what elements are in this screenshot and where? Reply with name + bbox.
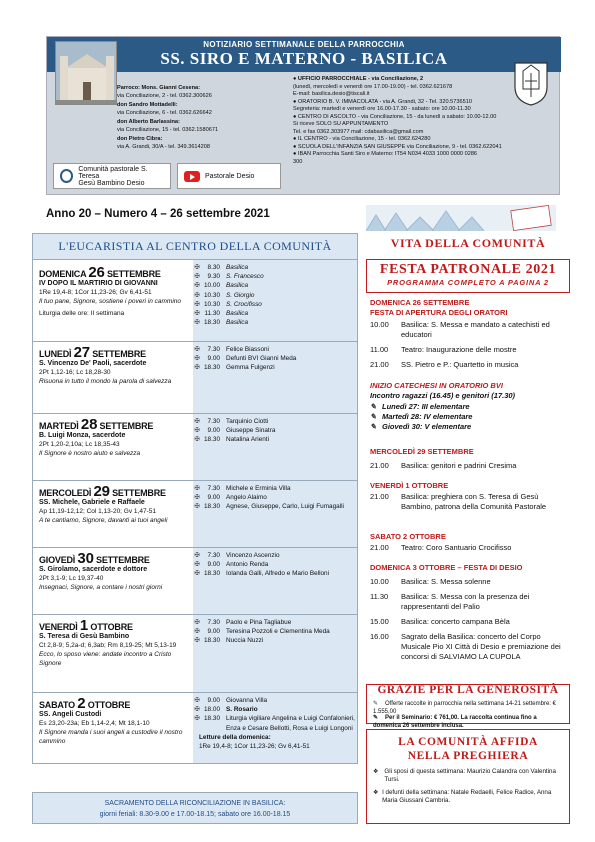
- mass-item: [193, 560, 357, 569]
- cross-icon: ✠: [194, 418, 200, 425]
- event-block: [370, 577, 570, 662]
- basilica-photo: [55, 41, 117, 105]
- event-time: 21.00: [370, 543, 389, 552]
- mass-item: [193, 426, 357, 435]
- mass-time: 9.00: [207, 494, 220, 502]
- cross-icon: ✠: [194, 561, 200, 569]
- mass-note: Letture della domenica:: [199, 733, 271, 741]
- cross-icon: ✠: [194, 570, 200, 578]
- event-heading: INIZIO CATECHESI IN ORATORIO BVI: [370, 381, 503, 390]
- cross-icon: ✠: [194, 436, 200, 444]
- day-of-week: MERCOLEDÌ: [39, 488, 92, 498]
- mass-time: 18.30: [204, 319, 220, 327]
- mass-item: [193, 636, 357, 645]
- saint-name: S. Teresa di Gesù Bambino: [39, 633, 130, 640]
- mass-intention: Angelo Alaimo: [226, 494, 267, 502]
- clergy-info: via Conciliazione, 2 - tel. 0362.300626: [117, 92, 212, 99]
- cross-icon: ✠: [194, 503, 200, 511]
- saint-name: S. Vincenzo De' Paoli, sacerdote: [39, 360, 147, 367]
- cross-icon: ✠: [194, 715, 200, 723]
- mass-item: [193, 354, 357, 363]
- day-month: OTTOBRE: [87, 700, 131, 710]
- readings-line: Ap 11,19-12,12; Col 1,13-20; Gv 1,47-51: [39, 508, 156, 515]
- event-row: [370, 461, 570, 471]
- mass-item: [193, 363, 357, 372]
- mass-time: 7.30: [207, 552, 220, 559]
- event-time: 10.00: [370, 577, 389, 586]
- event-row: [370, 617, 570, 627]
- clergy-name: don Pietro Cibra:: [117, 136, 163, 142]
- confession-hours: giorni feriali: 8.30-9.00 e 17.00-18.15; sabato ore 16.00-18.15: [99, 811, 291, 818]
- mass-time: 18.30: [204, 637, 220, 645]
- mass-intention: Tarquinio Ciotti: [226, 418, 269, 425]
- mass-item: [193, 696, 357, 705]
- mass-time: 18.00: [204, 706, 220, 714]
- check-icon: ✎: [373, 701, 379, 707]
- masthead-title: SS. SIRO E MATERNO - BASILICA: [160, 49, 448, 68]
- day-month: SETTEMBRE: [99, 421, 154, 431]
- saint-name: IV DOPO IL MARTIRIO DI GIOVANNI: [39, 280, 158, 287]
- cross-icon: ✠: [194, 273, 200, 281]
- day-month: SETTEMBRE: [92, 349, 146, 359]
- affida-row: [367, 789, 569, 805]
- day-row: [33, 615, 357, 693]
- event-time: 21.00: [370, 492, 389, 501]
- saint-name: SS. Michele, Gabriele e Raffaele: [39, 499, 145, 506]
- mass-intention: Basilica: [226, 310, 249, 318]
- check-icon: ✎: [370, 402, 377, 411]
- day-row: [33, 481, 357, 548]
- event-heading: SABATO 2 OTTOBRE: [370, 532, 446, 541]
- day-number: 26: [88, 264, 105, 281]
- day-month: SETTEMBRE: [112, 488, 166, 498]
- readings-line: Liturgia delle ore: II settimana: [39, 310, 125, 317]
- catechesis-item: [370, 412, 570, 422]
- readings-line: 2Pt 3,1-9; Lc 19,37-40: [39, 575, 104, 582]
- event-block: [370, 320, 570, 370]
- event-heading: DOMENICA 3 OTTOBRE – FESTA DI DESIO: [370, 563, 523, 572]
- psalm-line: Il tuo pane, Signore, sostiene i poveri in cammino: [39, 298, 181, 305]
- affida-text: Gli sposi di questa settimana: Maurizio Calandra con Valentina Tursi.: [384, 768, 556, 783]
- event-text: Teatro: Coro Santuario Crocifisso: [401, 543, 512, 552]
- event-time: 15.00: [370, 617, 389, 626]
- mass-time: 9.00: [207, 697, 220, 704]
- readings-line: 1Re 19,4-8; 1Cor 11,23-26; Gv 6,41-51: [39, 289, 152, 296]
- mass-time: 9.00: [207, 427, 220, 435]
- day-number: 2: [77, 695, 86, 712]
- psalm-line: Il Signore manda i suoi angeli a custodire il nostro cammino: [39, 729, 183, 745]
- office-line: Si riceve SOLO SU APPUNTAMENTO: [293, 121, 389, 127]
- catechesis-list: [370, 402, 570, 432]
- day-info: [39, 416, 189, 458]
- mass-item: [193, 502, 357, 511]
- mass-list: [193, 260, 357, 341]
- youtube-chip[interactable]: [177, 163, 281, 189]
- clergy-info: via A. Grandi, 30/A - tel. 349.3614208: [117, 143, 210, 150]
- mass-intention: S. Giorgio: [226, 291, 255, 299]
- mass-item: [193, 484, 357, 493]
- office-line: Tel. e fax 0362.303977 mail: cdabasilica@gmail.com: [293, 128, 424, 135]
- mass-item: [193, 309, 357, 318]
- day-number: 28: [80, 416, 98, 433]
- cross-icon: ✠: [194, 355, 200, 363]
- mass-intention: Defunti BVI Gianni Meda: [226, 355, 297, 363]
- mass-intention: Liturgia vigiliare Angelina e Luigi Confalonieri, Enza e Cesare Bellotti, Rosa e Luigi Longoni: [226, 715, 355, 732]
- day-of-week: MARTEDÌ: [39, 421, 79, 431]
- event-text: SS. Pietro e P.: Quartetto in musica: [401, 360, 519, 369]
- mass-item: [193, 300, 357, 309]
- day-date: [39, 550, 189, 567]
- event-time: 21.00: [370, 461, 389, 470]
- mass-time: 11.30: [204, 310, 220, 318]
- mass-time: 7.30: [207, 346, 220, 353]
- event-text: Basilica: S. Messa solenne: [401, 577, 491, 586]
- day-info: [39, 483, 189, 525]
- mass-list: [193, 414, 357, 480]
- youtube-icon: [184, 171, 200, 182]
- mass-intention: Nuccia Nuzzi: [226, 637, 264, 645]
- readings-line: Es 23,20-23a; Eb 1,14-2,4; Mt 18,1-10: [39, 720, 150, 727]
- office-line: ● IBAN Parrocchia Santi Siro e Materno: IT54 N034 4033 1000 0000 0286: [293, 151, 478, 157]
- mass-time: 9.00: [207, 355, 220, 363]
- mass-item: [193, 569, 357, 578]
- event-time: 11.30: [370, 592, 389, 601]
- parish-crest: [511, 57, 551, 107]
- office-line: E-mail: basilica.desio@tiscali.it: [293, 91, 370, 97]
- cross-icon: ✠: [194, 697, 200, 704]
- mass-intention: Giuseppe Sinatra: [226, 427, 276, 435]
- day-month: SETTEMBRE: [107, 269, 161, 279]
- clergy-list: [117, 75, 287, 151]
- issue-line: Anno 20 – Numero 4 – 26 settembre 2021: [46, 208, 270, 220]
- affida-title-line: LA COMUNITÀ AFFIDA: [398, 736, 538, 748]
- mass-time: 9.00: [207, 628, 220, 636]
- day-date: [39, 264, 189, 281]
- masthead: [46, 36, 560, 195]
- cross-icon: ✠: [194, 427, 200, 435]
- mass-list: [193, 693, 357, 763]
- day-date: [39, 416, 189, 433]
- mass-intention: Basilica: [226, 319, 249, 327]
- cross-icon: ✠: [194, 291, 200, 299]
- cross-icon: ✠: [194, 364, 200, 372]
- mass-item: [193, 291, 357, 300]
- diamond-icon: ❖: [373, 789, 379, 796]
- day-date: [39, 344, 189, 361]
- event-time: 21.00: [370, 360, 389, 369]
- mass-item: [193, 435, 357, 444]
- event-row: [370, 543, 570, 553]
- day-row: [33, 693, 357, 764]
- cross-icon: ✠: [194, 619, 200, 626]
- youtube-label: Pastorale Desio: [205, 172, 255, 180]
- mass-item: [193, 493, 357, 502]
- clergy-name: don Sandro Mottadelli:: [117, 102, 178, 108]
- cross-icon: ✠: [194, 485, 200, 492]
- day-info: [39, 695, 189, 746]
- office-list: [293, 75, 515, 166]
- masthead-kicker: NOTIZIARIO SETTIMANALE DELLA PARROCCHIA: [203, 40, 405, 49]
- check-icon: ✎: [373, 715, 379, 721]
- psalm-line: Insegnaci, Signore, a contare i nostri giorni: [39, 584, 163, 591]
- vita-title: VITA DELLA COMUNITÀ: [390, 236, 546, 250]
- mass-intention: Michele e Erminia Villa: [226, 485, 291, 492]
- mass-time: 18.30: [204, 715, 220, 723]
- office-line: Segreteria: martedì e venerdì ore 16.00-17.30 - sabato: ore 10.00-11.30: [293, 106, 471, 112]
- event-time: 11.00: [370, 345, 389, 354]
- mass-list: [193, 615, 357, 692]
- mass-item: [193, 705, 357, 714]
- confession-box: [32, 792, 358, 824]
- event-row: [370, 592, 570, 612]
- check-icon: ✎: [370, 422, 377, 431]
- mass-item: [193, 551, 357, 560]
- day-number: 1: [79, 617, 89, 634]
- mass-intention: Felice Biassoni: [226, 346, 269, 353]
- mass-time: 10.00: [204, 282, 220, 290]
- event-row: [370, 320, 570, 340]
- festa-box: [366, 259, 570, 293]
- grazie-row: [373, 701, 563, 716]
- mass-item: [193, 263, 357, 272]
- day-row: [33, 414, 357, 481]
- office-line: ● SCUOLA DELL'INFANZIA SAN GIUSEPPE via Conciliazione, 9 - tel. 0362.622041: [293, 143, 502, 150]
- event-heading: MERCOLEDÌ 29 SETTEMBRE: [370, 447, 474, 456]
- saint-name: B. Luigi Monza, sacerdote: [39, 432, 126, 439]
- event-heading: VENERDÌ 1 OTTOBRE: [370, 481, 449, 490]
- mass-intention: Natalina Arienti: [226, 436, 269, 444]
- day-info: [39, 617, 189, 668]
- community-logo-icon: [60, 169, 73, 183]
- mass-item: [193, 318, 357, 327]
- cross-icon: ✠: [194, 264, 200, 271]
- day-date: [39, 695, 189, 712]
- event-row: [370, 345, 570, 355]
- office-line: (lunedì, mercoledì e venerdì ore 17.00-19.00) - tel. 0362.621678: [293, 83, 453, 90]
- community-chip-text: [78, 166, 164, 187]
- cross-icon: ✠: [194, 300, 200, 308]
- mass-intention: Vincenzo Ascenzio: [226, 552, 280, 559]
- mass-item: [193, 714, 357, 732]
- mass-time: 7.30: [207, 619, 220, 626]
- readings-line: 2Pt 1,20-2,10a; Lc 18,35-43: [39, 441, 120, 448]
- mass-item: [193, 733, 357, 742]
- affida-box: [366, 729, 570, 824]
- day-of-week: VENERDÌ: [39, 622, 78, 632]
- mass-time: 9.30: [207, 273, 220, 281]
- day-of-week: LUNEDÌ: [39, 349, 72, 359]
- psalm-line: Ecco, lo sposo viene: andate incontro a Cristo Signore: [39, 651, 172, 667]
- catechesis-item: [370, 422, 570, 432]
- day-info: [39, 550, 189, 592]
- event-text: Sagrato della Basilica: concerto del Corpo Musicale Pio XI Città di Desio e premiazione dei concorsi di SALVIAMO LA CUPOLA: [401, 632, 561, 661]
- event-time: 10.00: [370, 320, 389, 329]
- mass-intention: Paolo e Pina Tagliabue: [226, 619, 292, 626]
- day-date: [39, 483, 189, 500]
- mass-item: [193, 272, 357, 281]
- day-number: 29: [93, 483, 110, 500]
- readings-line: Ct 2,8-9; 5,2a-d; 6,3ab; Rm 8,19-25; Mt 5,13-19: [39, 642, 177, 649]
- day-row: [33, 342, 357, 414]
- mass-intention: Basilica: [226, 282, 249, 290]
- mass-time: 18.30: [204, 570, 220, 578]
- event-row: [370, 360, 570, 370]
- mass-time: 18.30: [204, 364, 220, 372]
- grazie-text: Per il Seminario: € 761,00. La raccolta continua fino a domenica 26 settembre inclusa.: [373, 715, 537, 729]
- event-row: [370, 577, 570, 587]
- mass-item: [193, 618, 357, 627]
- day-info: [39, 264, 189, 318]
- cross-icon: ✠: [194, 637, 200, 645]
- mass-intention: Giovanna Villa: [226, 697, 268, 704]
- cross-icon: ✠: [194, 282, 200, 290]
- festa-subtitle: PROGRAMMA COMPLETO A PAGINA 2: [387, 278, 549, 287]
- cross-icon: ✠: [194, 310, 200, 318]
- confession-title: SACRAMENTO DELLA RICONCILIAZIONE IN BASILICA:: [104, 800, 286, 807]
- event-heading: DOMENICA 26 SETTEMBRE: [370, 298, 470, 307]
- mass-note: 1Re 19,4-8; 1Cor 11,23-26; Gv 6,41-51: [199, 743, 310, 751]
- check-icon: ✎: [370, 412, 377, 421]
- catechesis-text: Giovedì 30: V elementare: [382, 422, 472, 431]
- mass-intention: S. Francesco: [226, 273, 264, 281]
- grazie-box: [366, 684, 570, 729]
- day-month: SETTEMBRE: [96, 555, 150, 565]
- mass-intention: Agnese, Giuseppe, Carlo, Luigi Fumagalli: [226, 503, 344, 511]
- mass-schedule: [32, 260, 358, 764]
- office-line: ● CENTRO DI ASCOLTO - via Conciliazione, 15 - da lunedì a sabato: 10.00-12.00: [293, 113, 497, 120]
- readings-line: 2Pt 1,12-16; Lc 18,28-30: [39, 369, 111, 376]
- community-chip: [53, 163, 171, 189]
- day-of-week: SABATO: [39, 700, 75, 710]
- decorative-banner: [366, 205, 556, 231]
- clergy-info: via Conciliazione, 6 - tel. 0362.626642: [117, 109, 212, 116]
- grazie-title: GRAZIE PER LA GENEROSITÀ: [377, 684, 559, 696]
- mass-item: [193, 417, 357, 426]
- mass-time: 7.30: [207, 485, 220, 492]
- office-line: ● UFFICIO PARROCCHIALE - via Conciliazione, 2: [293, 76, 424, 82]
- affida-title: [367, 735, 569, 763]
- day-row: [33, 260, 357, 342]
- grazie-text: Offerte raccolte in parrocchia nella settimana 14-21 settembre: € 1.555,00: [373, 701, 556, 715]
- office-line: 300: [293, 158, 303, 165]
- catechesis-item: [370, 402, 570, 412]
- affida-title-line: NELLA PREGHIERA: [407, 750, 529, 762]
- cross-icon: ✠: [194, 346, 200, 353]
- day-row: [33, 548, 357, 615]
- event-row: [370, 492, 570, 512]
- mass-intention: Teresina Pozzoli e Clementina Meda: [226, 628, 330, 636]
- day-number: 27: [73, 344, 90, 361]
- mass-item: [193, 281, 357, 290]
- event-text: Basilica: preghiera con S. Teresa di Gesù Bambino, patrona della Comunità Pastorale: [401, 492, 547, 511]
- catechesis-text: Lunedì 27: III elementare: [382, 402, 470, 411]
- mass-time: 7.30: [207, 418, 220, 425]
- mass-intention: Gemma Fulgenzi: [226, 364, 275, 372]
- community-line: Gesù Bambino Desio: [78, 179, 145, 187]
- mass-intention: Antonio Renda: [226, 561, 269, 569]
- affida-text: I defunti della settimana: Natale Redaelli, Felice Radice, Anna Maria Giussani Cambria.: [382, 789, 552, 804]
- day-of-week: DOMENICA: [39, 269, 87, 279]
- event-time: 16.00: [370, 632, 389, 641]
- event-text: Basilica: genitori e padrini Cresima: [401, 461, 517, 470]
- cross-icon: ✠: [194, 706, 200, 714]
- mass-item: [193, 345, 357, 354]
- festa-title: FESTA PATRONALE 2021: [379, 262, 557, 277]
- event-heading: FESTA DI APERTURA DEGLI ORATORI: [370, 308, 508, 317]
- psalm-line: Risuona in tutto il mondo la parola di salvezza: [39, 378, 172, 385]
- mass-time: 10.30: [204, 300, 220, 308]
- event-row: [370, 632, 570, 662]
- mass-intention: Basilica: [226, 264, 249, 271]
- cross-icon: ✠: [194, 552, 200, 559]
- clergy-name: don Alberto Barlassina:: [117, 119, 180, 125]
- grazie-row: [373, 715, 563, 730]
- cross-icon: ✠: [194, 319, 200, 327]
- event-subheading: Incontro ragazzi (16.45) e genitori (17.30): [370, 391, 516, 400]
- eucaristia-title: L'EUCARISTIA AL CENTRO DELLA COMUNITÀ: [32, 233, 358, 260]
- office-line: ● ORATORIO B. V. IMMACOLATA - via A. Grandi, 32 - Tel. 320.5736510: [293, 98, 472, 105]
- psalm-line: Il Signore è nostro aiuto e salvezza: [39, 450, 141, 457]
- day-number: 30: [77, 550, 94, 567]
- mass-time: 10.30: [204, 291, 220, 299]
- mass-intention: Iolanda Galli, Alfredo e Mario Belloni: [226, 570, 330, 578]
- mass-item: [193, 742, 357, 751]
- catechesis-text: Martedì 28: IV elementare: [382, 412, 473, 421]
- event-text: Basilica: S. Messa e mandato a catechisti ed educatori: [401, 320, 550, 339]
- saint-name: S. Girolamo, sacerdote e dottore: [39, 566, 148, 573]
- clergy-name: Parroco: Mons. Gianni Cesena:: [117, 85, 200, 91]
- diamond-icon: ❖: [373, 768, 379, 775]
- cross-icon: ✠: [194, 628, 200, 636]
- mass-time: 18.30: [204, 503, 220, 511]
- day-of-week: GIOVEDÌ: [39, 555, 76, 565]
- mass-time: 18.30: [204, 436, 220, 444]
- day-date: [39, 617, 189, 634]
- day-month: OTTOBRE: [90, 622, 133, 632]
- clergy-info: via Conciliazione, 15 - tel. 0362.1580671: [117, 126, 219, 133]
- cross-icon: ✠: [194, 494, 200, 502]
- community-line: Comunità pastorale S. Teresa: [78, 165, 148, 180]
- event-text: Basilica: concerto campana Bèla: [401, 617, 510, 626]
- psalm-line: A te cantiamo, Signore, davanti ai tuoi angeli: [39, 517, 168, 524]
- mass-list: [193, 548, 357, 614]
- day-info: [39, 344, 189, 386]
- mass-intention: S. Rosario: [226, 706, 258, 714]
- mass-time: 8.30: [207, 264, 220, 271]
- office-line: ● IL CENTRO - via Conciliazione, 15 - tel. 0362.624280: [293, 136, 431, 142]
- mass-list: [193, 342, 357, 413]
- event-text: Basilica: S. Messa con la presenza dei rappresentanti del Palio: [401, 592, 530, 611]
- saint-name: SS. Angeli Custodi: [39, 711, 102, 718]
- masthead-band: [47, 37, 561, 72]
- event-text: Teatro: Inaugurazione delle mostre: [401, 345, 517, 354]
- mass-time: 9.00: [207, 561, 220, 569]
- affida-row: [367, 768, 569, 784]
- mass-item: [193, 627, 357, 636]
- mass-intention: S. Crocifisso: [226, 300, 262, 308]
- mass-list: [193, 481, 357, 547]
